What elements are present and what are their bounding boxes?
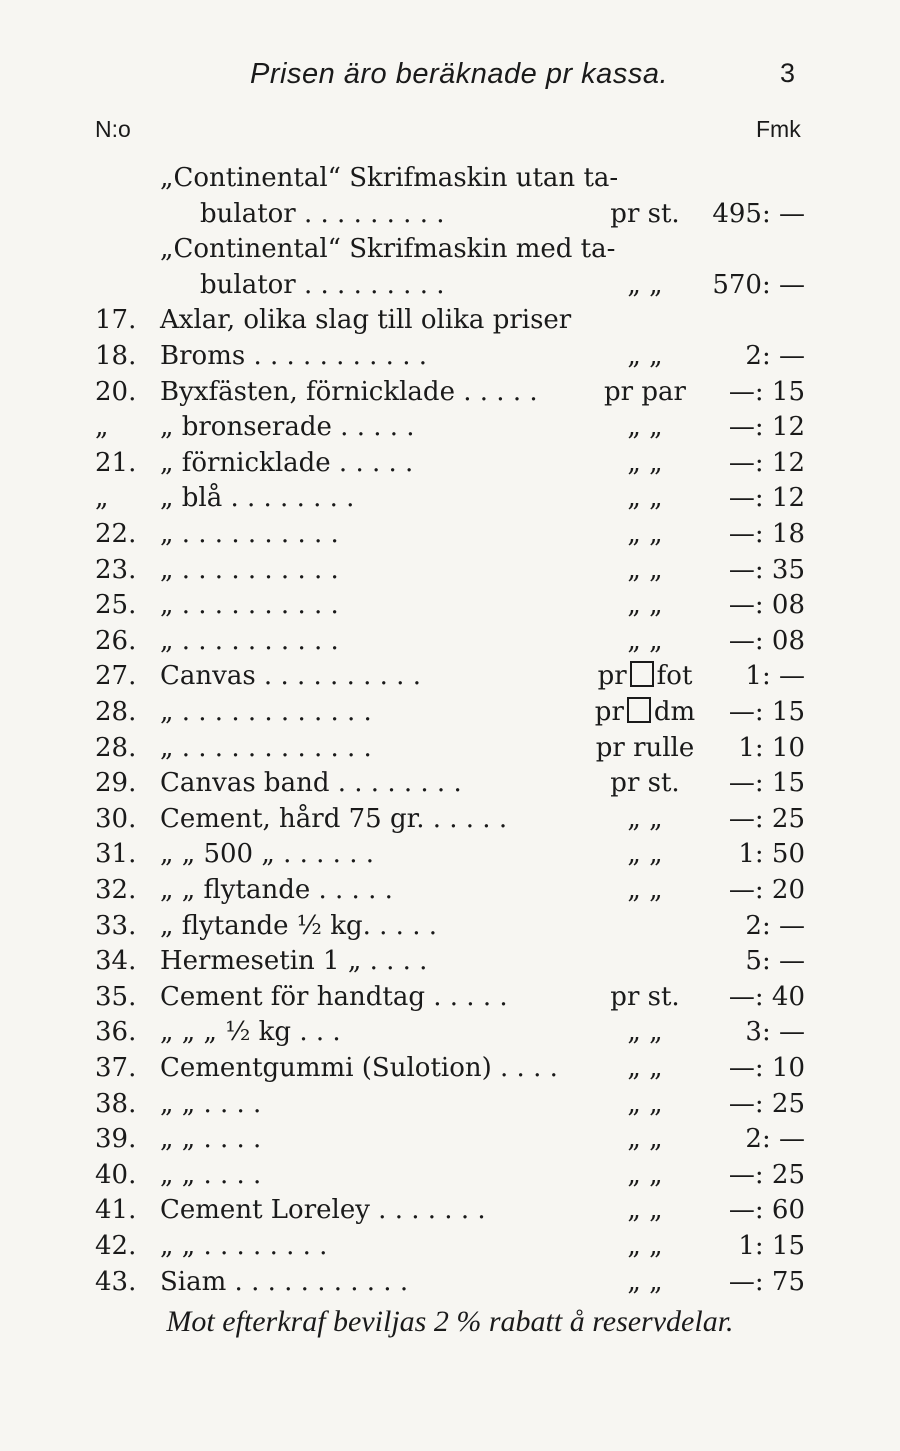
list-item [0,1192,900,1228]
item-unit [575,694,715,730]
list-item [0,196,900,232]
item-price: —: 25 [728,1159,805,1190]
item-price: —: 12 [728,412,805,443]
item-number: 40. [95,1159,137,1190]
item-number: 22. [95,519,137,549]
list-item [0,552,900,588]
item-description: bulator . . . . . . . . . [200,269,445,300]
item-description: Cement för handtag . . . . . [160,981,508,1012]
item-number: 18. [95,341,137,371]
item-unit: „ „ [627,803,663,834]
item-unit: pr rulle [595,732,695,763]
item-price: 1: — [745,661,805,692]
list-item [0,1050,900,1086]
item-unit [575,658,715,694]
item-description: Hermesetin 1 „ . . . . [160,946,428,977]
item-description: „ bronserade . . . . . [160,412,415,443]
column-header-fmk: Fmk [756,116,801,142]
item-description: „ . . . . . . . . . . [160,590,339,621]
list-item [0,267,900,303]
item-price: 1: 10 [738,732,805,763]
unit-prefix: pr [597,661,627,692]
item-unit: „ „ [627,590,663,621]
item-description: bulator . . . . . . . . . [200,198,445,229]
item-unit: „ „ [627,1159,663,1190]
item-unit: „ „ [627,1053,663,1083]
list-item [0,765,900,801]
list-item [0,836,900,872]
item-unit: „ „ [627,269,663,300]
item-unit: „ „ [627,625,663,656]
item-description: Byxfästen, förnicklade . . . . . [160,376,538,407]
item-price: 1: 50 [738,839,805,870]
item-number: 33. [95,910,137,941]
list-item [0,587,900,623]
item-number: „ [95,483,109,514]
unit-suffix: dm [653,697,696,727]
item-price: 495: — [712,198,805,229]
item-description: „ „ „ ½ kg . . . [160,1017,341,1048]
item-number: 31. [95,839,137,870]
list-item [0,694,900,730]
item-unit: „ „ [627,1266,663,1297]
item-price: 570: — [712,269,805,300]
item-number: 34. [95,946,137,977]
item-description: Cement, hård 75 gr. . . . . . [160,803,508,834]
item-price: 2: — [745,910,805,941]
item-description: Axlar, olika slag till olika priser [160,305,572,336]
item-number: 43. [95,1266,137,1297]
item-description: „ „ flytande . . . . . [160,875,393,905]
list-item [0,730,900,766]
list-item [0,1086,900,1122]
item-unit: „ „ [627,554,663,585]
item-description: „Continental“ Skrifmaskin utan ta- [160,163,619,193]
list-item [0,1014,900,1050]
item-description: „ . . . . . . . . . . [160,625,339,656]
item-description: „ blå . . . . . . . . [160,483,355,514]
item-price: —: 25 [728,1088,805,1119]
item-price: —: 35 [728,554,805,585]
item-price: —: 10 [728,1053,805,1083]
item-number: 41. [95,1195,137,1226]
item-description: Cement Loreley . . . . . . . [160,1195,486,1226]
page-number: 3 [780,58,796,88]
item-number: 26. [95,625,137,656]
item-unit: „ „ [627,1231,663,1261]
item-price: —: 15 [728,376,805,407]
item-number: „ [95,412,109,443]
item-price: 1: 15 [738,1231,805,1261]
item-number: 17. [95,305,137,336]
item-unit: „ „ [627,839,663,870]
item-unit: „ „ [627,447,663,478]
item-unit: pr st. [610,768,680,799]
item-description: „Continental“ Skrifmaskin med ta- [160,234,616,265]
page-header [0,58,900,98]
list-item [0,1228,900,1264]
list-item [0,908,900,944]
item-description: Cementgummi (Sulotion) . . . . [160,1053,558,1083]
item-description: Canvas band . . . . . . . . [160,768,462,799]
item-description: „ . . . . . . . . . . [160,519,339,549]
item-description: „ förnicklade . . . . . [160,447,414,478]
unit-prefix: pr [594,697,624,727]
list-item [0,943,900,979]
list-item [0,302,900,338]
item-description: „ „ . . . . [160,1159,262,1190]
list-item [0,1264,900,1300]
page-title: Prisen äro beräknade pr kassa. [250,58,668,90]
list-item [0,979,900,1015]
item-price: 3: — [745,1017,805,1048]
item-number: 42. [95,1231,137,1261]
item-price: —: 25 [728,803,805,834]
list-item [0,623,900,659]
list-item [0,658,900,694]
item-description: „ „ . . . . [160,1088,262,1119]
item-description: Broms . . . . . . . . . . . [160,341,428,371]
item-unit: „ „ [627,1017,663,1048]
item-price: 2: — [745,341,805,371]
item-description: „ „ . . . . . . . . [160,1231,328,1261]
item-number: 37. [95,1053,137,1083]
list-item [0,1157,900,1193]
item-unit: „ „ [627,1195,663,1226]
list-item [0,374,900,410]
column-header-number: N:o [95,116,131,142]
item-description: „ . . . . . . . . . . [160,554,339,585]
item-description: „ „ 500 „ . . . . . . [160,839,375,870]
item-number: 36. [95,1017,137,1048]
list-item [0,231,900,267]
list-item [0,160,900,196]
item-number: 29. [95,768,137,799]
item-number: 28. [95,732,137,763]
item-price: —: 75 [728,1266,805,1297]
item-description: Canvas . . . . . . . . . . [160,661,421,692]
item-description: „ . . . . . . . . . . . . [160,697,372,727]
item-number: 27. [95,661,137,692]
item-price: —: 20 [728,875,805,905]
item-price: —: 60 [728,1195,805,1226]
list-item [0,409,900,445]
item-description: Siam . . . . . . . . . . . [160,1266,409,1297]
item-unit: „ „ [627,875,663,905]
item-price: —: 12 [728,447,805,478]
list-item [0,801,900,837]
item-number: 32. [95,875,137,905]
list-item [0,516,900,552]
item-unit: „ „ [627,412,663,443]
item-unit: pr st. [610,981,680,1012]
unit-suffix: fot [656,661,693,692]
item-number: 25. [95,590,137,621]
item-unit: pr par [604,376,686,407]
list-item [0,445,900,481]
item-price: —: 08 [728,590,805,621]
item-number: 35. [95,981,137,1012]
item-price: 2: — [745,1124,805,1155]
item-unit: „ „ [627,483,663,514]
item-number: 30. [95,803,137,834]
item-price: —: 15 [728,697,805,727]
item-description: „ . . . . . . . . . . . . [160,732,372,763]
item-number: 28. [95,697,137,727]
item-unit: „ „ [627,341,663,371]
item-price: —: 40 [728,981,805,1012]
item-number: 39. [95,1124,137,1155]
item-price: —: 08 [728,625,805,656]
item-description: „ flytande ½ kg. . . . . [160,910,437,941]
item-number: 20. [95,376,137,407]
item-unit: pr st. [610,198,680,229]
item-price: —: 18 [728,519,805,549]
item-price: —: 12 [728,483,805,514]
square-symbol-icon [627,697,651,723]
list-item [0,872,900,908]
list-item [0,480,900,516]
list-item [0,338,900,374]
item-number: 21. [95,447,137,478]
item-price: —: 15 [728,768,805,799]
item-number: 38. [95,1088,137,1119]
item-description: „ „ . . . . [160,1124,262,1155]
square-symbol-icon [630,661,654,687]
footer-note: Mot efterkraf beviljas 2 % rabatt å reservdelar. [166,1305,734,1338]
list-item [0,1121,900,1157]
item-unit: „ „ [627,519,663,549]
item-number: 23. [95,554,137,585]
item-unit: „ „ [627,1124,663,1155]
item-unit: „ „ [627,1088,663,1119]
item-price: 5: — [745,946,805,977]
